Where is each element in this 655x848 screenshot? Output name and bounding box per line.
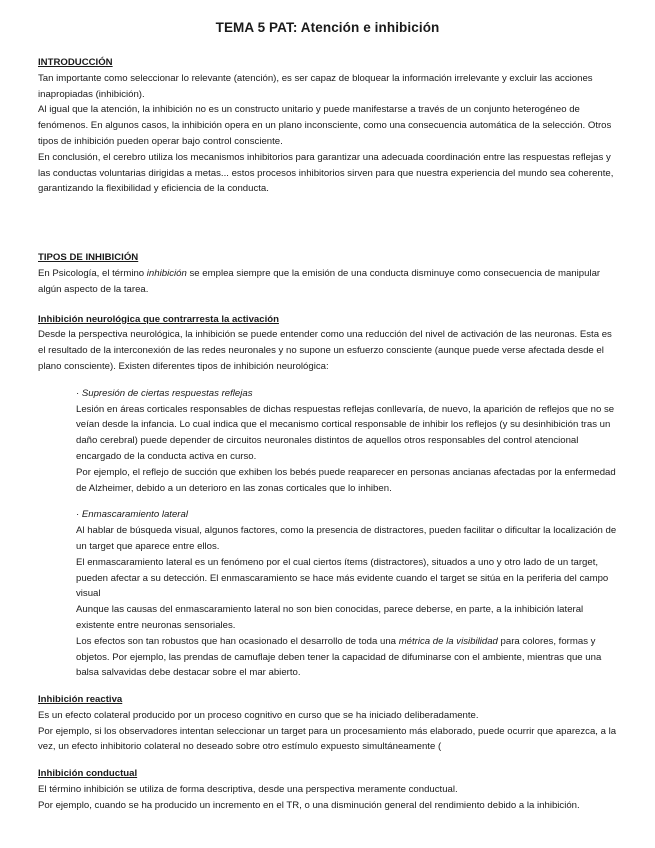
subsection-enmascaramiento-lateral xyxy=(38,507,617,681)
section-inhibicion-reactiva xyxy=(38,692,617,755)
section-inhibicion-neurologica xyxy=(38,312,617,682)
heading-inhibicion-reactiva: Inhibición reactiva xyxy=(38,694,123,706)
intro-paragraph-2: Al igual que la atención, la inhibición no es un constructo unitario y puede manifestarse a través de un conjunto heterogéneo de fenómenos. En algunos casos, la inhibición opera en un plano inconsciente, como una consecuencia automática de la selección. Otros tipos de inhibición pueden operar bajo control consciente. xyxy=(38,104,612,147)
document-title: TEMA 5 PAT: Atención e inhibición xyxy=(215,20,440,35)
enmascaramiento-emphasis: métrica de la visibilidad xyxy=(398,635,498,647)
conductual-paragraph-2: Por ejemplo, cuando se ha producido un incremento en el TR, o una disminución general del rendimiento debido a la inhibición. xyxy=(38,799,580,811)
enmascaramiento-paragraph-4 xyxy=(76,634,617,681)
tipos-paragraph-1 xyxy=(38,266,617,298)
supresion-paragraph-1: Lesión en áreas corticales responsables de dichas respuestas reflejas conllevaría, de nuevo, la aparición de reflejos que no se veían desde la infancia. Lo cual indica que el mecanismo cortical responsable de inhibir los reflejos (y su desinhibición tras un daño cerebral) puede depender de circuitos neuronales distintos de aquellos otros responsables del control atencional encargado de la conducta activa en curso. xyxy=(76,403,615,462)
subtitle-supresion-reflejos: · Supresión de ciertas respuestas reflejas xyxy=(76,387,253,399)
enmascaramiento-paragraph-1: Al hablar de búsqueda visual, algunos factores, como la presencia de distractores, pueden facilitar o dificultar la localización de un target que aparece entre ellos. xyxy=(76,525,617,552)
heading-tipos-de-inhibicion: TIPOS DE INHIBICIÓN xyxy=(38,252,139,264)
enmascaramiento-paragraph-3: Aunque las causas del enmascaramiento lateral no son bien conocidas, parece deberse, en parte, a la inhibición lateral existente entre neuronas sensoriales. xyxy=(76,604,584,631)
tipos-text-b: se emplea siempre que la emisión de una conducta disminuye como consecuencia de manipular algún aspecto de la tarea. xyxy=(38,267,601,295)
neuro-paragraph-1: Desde la perspectiva neurológica, la inhibición se puede entender como una reducción del nivel de activación de las neuronas. Esta es el resultado de la interconexión de las redes neuronales y no supone un esfuerzo consciente (aunque puede verse afectada desde el plano consciente). Existen diferentes tipos de inhibición neurológica: xyxy=(38,329,612,372)
enmascaramiento-text-b: para colores, formas y objetos. Por ejemplo, las prendas de camuflaje deben tener la capacidad de difuminarse con el ambiente, mientras que una balsa salvavidas debe destacar sobre el mar abierto. xyxy=(76,635,602,679)
heading-inhibicion-neurologica: Inhibición neurológica que contrarresta la activación xyxy=(38,313,279,325)
intro-paragraph-1: Tan importante como seleccionar lo relevante (atención), es ser capaz de bloquear la información irrelevante y excluir las acciones inapropiadas (inhibición). xyxy=(38,72,593,100)
tipos-text-a: En Psicología, el término xyxy=(38,267,147,279)
enmascaramiento-paragraph-2: El enmascaramiento lateral es un fenómeno por el cual ciertos ítems (distractores), situados a uno y otro lado de un target, pueden afectar a su detección. El enmascaramiento se hace más evidente cuando el target se sitúa en la periferia del campo visual xyxy=(76,556,609,600)
reactiva-paragraph-2: Por ejemplo, si los observadores intentan seleccionar un target para un procesamiento más elaborado, puede ocurrir que aparezca, a la vez, un efecto inhibitorio colateral no deseado sobre otro estímulo expuesto simultáneamente ( xyxy=(38,725,617,753)
reactiva-paragraph-1: Es un efecto colateral producido por un proceso cognitivo en curso que se ha iniciado deliberadamente. xyxy=(38,709,479,721)
supresion-paragraph-2: Por ejemplo, el reflejo de succión que exhiben los bebés puede reaparecer en personas ancianas afectadas por la enfermedad de Alzheimer, debido a un deterioro en las zonas corticales que lo inhiben. xyxy=(76,466,616,494)
section-inhibicion-conductual xyxy=(38,766,617,813)
section-tipos-de-inhibicion xyxy=(38,250,617,297)
subtitle-enmascaramiento-lateral: · Enmascaramiento lateral xyxy=(76,509,188,521)
heading-inhibicion-conductual: Inhibición conductual xyxy=(38,768,138,780)
heading-introduccion: INTRODUCCIÓN xyxy=(38,57,113,68)
tipos-emphasis: inhibición xyxy=(146,267,187,279)
subsection-supresion-reflejos xyxy=(38,386,617,497)
conductual-paragraph-1: El término inhibición se utiliza de forma descriptiva, desde una perspectiva meramente conductual. xyxy=(38,784,458,796)
enmascaramiento-text-a: Los efectos son tan robustos que han ocasionado el desarrollo de toda una xyxy=(76,635,399,647)
intro-paragraph-3: En conclusión, el cerebro utiliza los mecanismos inhibitorios para garantizar una adecuada coordinación entre las respuestas reflejas y las conductas voluntarias dirigidas a metas... estos procesos inhibitorios sirven para que nuestra experiencia del mundo sea coherente, garantizando la flexibilidad y eficiencia de la conducta. xyxy=(38,151,614,195)
section-introduccion xyxy=(38,55,617,197)
